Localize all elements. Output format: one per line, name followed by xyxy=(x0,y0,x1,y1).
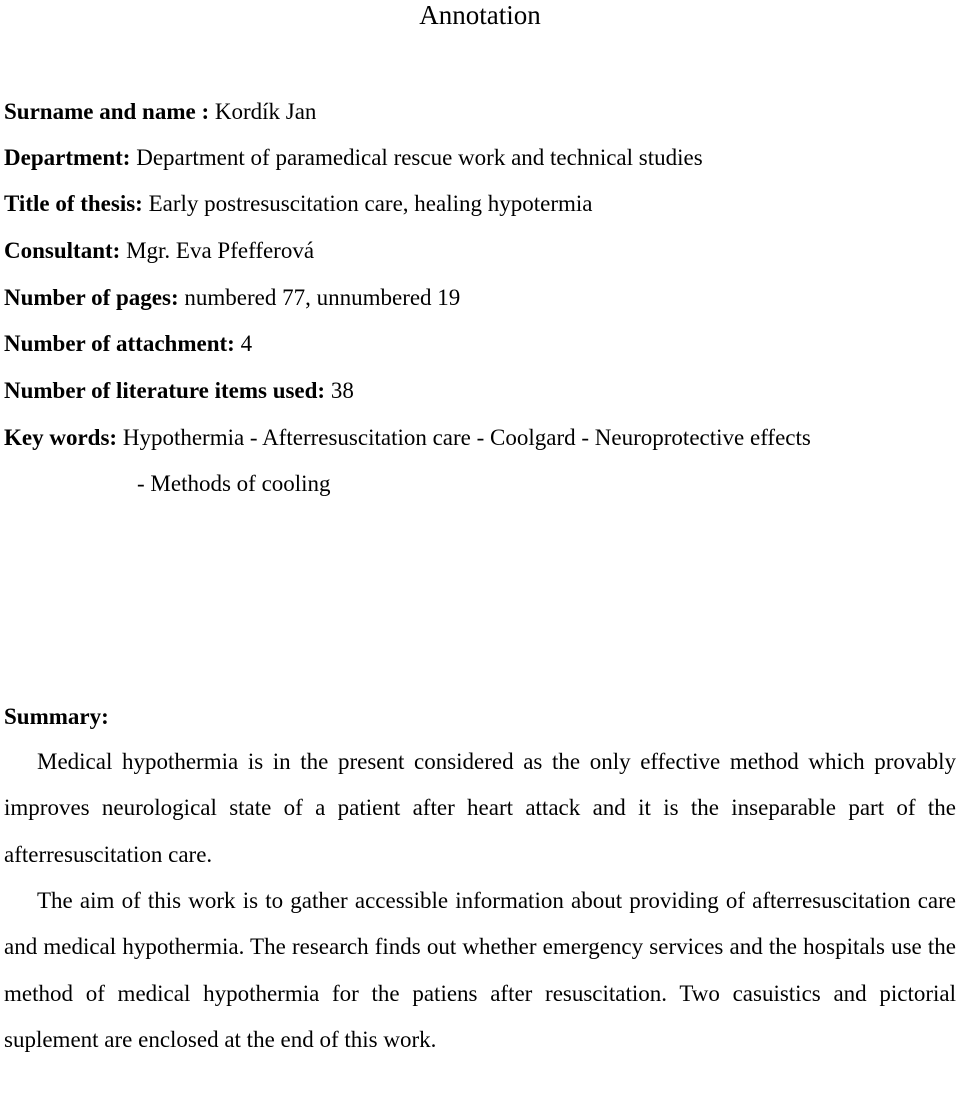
field-consultant xyxy=(4,237,314,265)
summary-heading: Summary: xyxy=(4,704,109,729)
field-value: 4 xyxy=(234,331,253,356)
summary-paragraph: The aim of this work is to gather accessible information about providing of afterresuscitation care and medical hypothermia. The research finds out whether emergency services and the hospitals use the method of medical hypothermia for the patiens after resuscitation. Two casuistics and pictorial suplement are enclosed at the end of this work. xyxy=(4,888,956,1052)
key-words-continuation: - Methods of cooling xyxy=(137,471,331,496)
field-label: Number of pages: xyxy=(4,285,179,310)
field-value: 38 xyxy=(325,378,354,403)
field-title-of-thesis xyxy=(4,190,592,218)
field-label: Department: xyxy=(4,145,131,170)
field-key-words xyxy=(4,424,811,452)
field-department xyxy=(4,144,703,172)
field-number-of-pages xyxy=(4,284,460,312)
field-surname xyxy=(4,98,316,126)
field-value: Mgr. Eva Pfefferová xyxy=(120,238,315,263)
field-label: Consultant: xyxy=(4,238,121,263)
field-label: Key words: xyxy=(4,425,118,450)
field-literature-items xyxy=(4,377,354,405)
field-value: numbered 77, unnumbered 19 xyxy=(178,285,461,310)
field-value: Early postresuscitation care, healing hypotermia xyxy=(142,191,593,216)
field-label: Surname and name : xyxy=(4,99,210,124)
field-value: Kordík Jan xyxy=(209,99,317,124)
field-label: Number of attachment: xyxy=(4,331,235,356)
field-label: Title of thesis: xyxy=(4,191,143,216)
field-value: Department of paramedical rescue work and technical studies xyxy=(130,145,703,170)
field-value: Hypothermia - Afterresuscitation care - Coolgard - Neuroprotective effects xyxy=(117,425,811,450)
field-number-of-attachment xyxy=(4,330,252,358)
page-title: Annotation xyxy=(419,0,541,30)
summary-paragraph: Medical hypothermia is in the present considered as the only effective method which provably improves neurological state of a patient after heart attack and it is the inseparable part of the afterresuscitation care. xyxy=(4,749,956,867)
field-label: Number of literature items used: xyxy=(4,378,326,403)
